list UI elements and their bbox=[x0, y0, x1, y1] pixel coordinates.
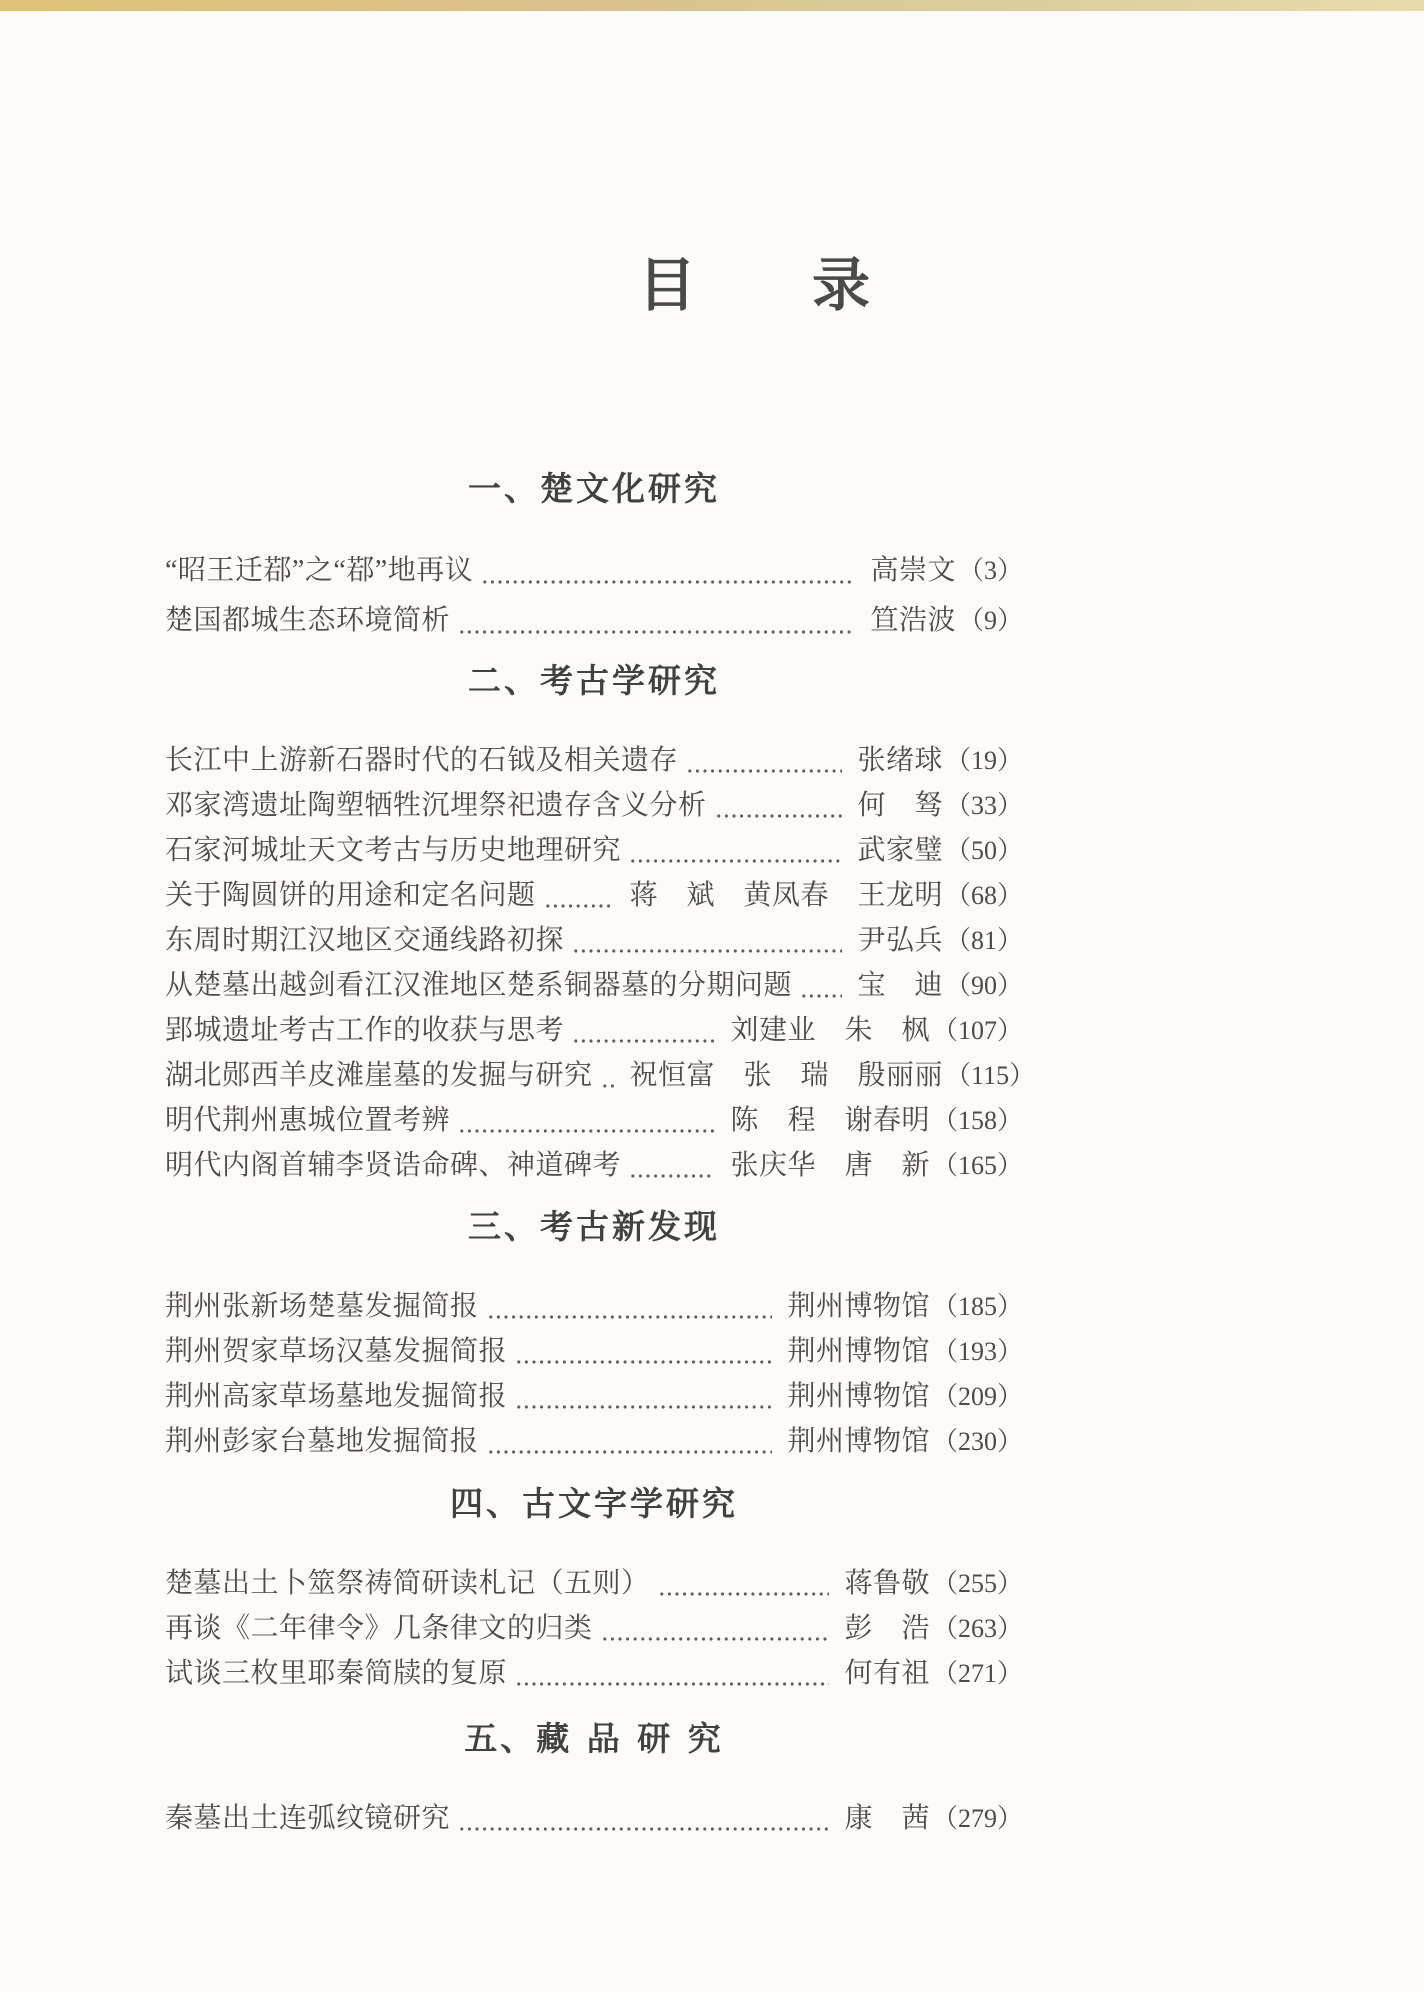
section-collection-studies bbox=[165, 1718, 1023, 1841]
entry-title: 荆州贺家草场汉墓发掘简报 bbox=[165, 1336, 508, 1367]
toc-entry bbox=[165, 918, 1023, 963]
dot-leader bbox=[601, 1606, 830, 1651]
entry-authors: 尹弘兵 bbox=[857, 925, 943, 956]
entry-page: （165） bbox=[931, 1151, 1023, 1180]
dot-leader bbox=[458, 1796, 829, 1841]
entry-title: 关于陶圆饼的用途和定名问题 bbox=[165, 880, 536, 911]
section-heading: 一、楚文化研究 bbox=[468, 469, 720, 508]
dot-leader bbox=[686, 738, 842, 783]
entry-title: 从楚墓出越剑看江汉淮地区楚系铜器墓的分期问题 bbox=[165, 970, 793, 1001]
dot-leader bbox=[481, 546, 855, 596]
toc-entry bbox=[165, 1651, 1023, 1696]
entry-title: 秦墓出土连弧纹镜研究 bbox=[165, 1803, 451, 1834]
entry-authors: 祝恒富 张 瑞 殷丽丽 bbox=[629, 1060, 944, 1091]
entry-page: （193） bbox=[931, 1337, 1023, 1366]
entry-title: “昭王迁鄀”之“鄀”地再议 bbox=[165, 555, 474, 586]
dot-leader bbox=[629, 828, 842, 873]
entry-list bbox=[165, 1561, 1023, 1696]
toc-content bbox=[165, 0, 1036, 1841]
entry-page: （115） bbox=[945, 1061, 1036, 1090]
entry-title: 荆州高家草场墓地发掘简报 bbox=[165, 1381, 508, 1412]
section-chu-culture bbox=[165, 468, 1023, 646]
toc-entry bbox=[165, 963, 1023, 1008]
entry-page: （185） bbox=[931, 1292, 1023, 1321]
entry-authors: 张绪球 bbox=[857, 745, 943, 776]
toc-entry bbox=[165, 738, 1023, 783]
entry-title: 邓家湾遗址陶塑牺牲沉埋祭祀遗存含义分析 bbox=[165, 790, 707, 821]
entry-page: （9） bbox=[957, 606, 1023, 635]
entry-authors: 刘建业 朱 枫 bbox=[730, 1015, 930, 1046]
entry-authors: 陈 程 谢春明 bbox=[730, 1105, 930, 1136]
entry-title: 石家河城址天文考古与历史地理研究 bbox=[165, 835, 622, 866]
entry-title: 明代荆州惠城位置考辨 bbox=[165, 1105, 451, 1136]
entry-title: 楚国都城生态环境简析 bbox=[165, 605, 451, 636]
section-new-discoveries bbox=[165, 1206, 1023, 1464]
entry-authors: 何 驽 bbox=[857, 790, 943, 821]
entry-authors: 康 茜 bbox=[844, 1803, 930, 1834]
entry-page: （263） bbox=[931, 1614, 1023, 1643]
entry-page: （33） bbox=[944, 791, 1023, 820]
entry-authors: 武家璧 bbox=[857, 835, 943, 866]
dot-leader bbox=[544, 873, 615, 918]
entry-list bbox=[165, 1796, 1023, 1841]
entry-title: 郢城遗址考古工作的收获与思考 bbox=[165, 1015, 565, 1046]
entry-authors: 张庆华 唐 新 bbox=[730, 1150, 930, 1181]
section-paleography bbox=[165, 1483, 1023, 1696]
dot-leader bbox=[458, 1098, 715, 1143]
entry-page: （3） bbox=[957, 556, 1023, 585]
toc-entry bbox=[165, 1143, 1023, 1188]
toc-entry bbox=[165, 1606, 1023, 1651]
entry-authors: 笪浩波 bbox=[870, 605, 956, 636]
dot-leader bbox=[572, 1008, 715, 1053]
dot-leader bbox=[601, 1053, 615, 1098]
page-title: 目 录 bbox=[637, 253, 870, 318]
dot-leader bbox=[515, 1374, 772, 1419]
entry-page: （255） bbox=[931, 1569, 1023, 1598]
entry-authors: 宝 迪 bbox=[857, 970, 943, 1001]
dot-leader bbox=[458, 596, 855, 646]
section-heading: 三、考古新发现 bbox=[468, 1207, 720, 1246]
dot-leader bbox=[629, 1143, 715, 1188]
entry-authors: 蒋鲁敬 bbox=[844, 1568, 930, 1599]
toc-entry bbox=[165, 1561, 1023, 1606]
toc-entry bbox=[165, 596, 1023, 646]
entry-page: （50） bbox=[944, 836, 1023, 865]
entry-authors: 荆州博物馆 bbox=[787, 1336, 930, 1367]
entry-title: 明代内阁首辅李贤诰命碑、神道碑考 bbox=[165, 1150, 622, 1181]
entry-authors: 高崇文 bbox=[870, 555, 956, 586]
dot-leader bbox=[572, 918, 842, 963]
section-archaeology bbox=[165, 660, 1036, 1188]
dot-leader bbox=[487, 1284, 773, 1329]
toc-entry bbox=[165, 783, 1023, 828]
dot-leader bbox=[800, 963, 842, 1008]
dot-leader bbox=[515, 1651, 829, 1696]
dot-leader bbox=[658, 1561, 830, 1606]
section-heading: 二、考古学研究 bbox=[468, 661, 720, 700]
entry-page: （158） bbox=[931, 1106, 1023, 1135]
toc-entry bbox=[165, 1284, 1023, 1329]
entry-page: （19） bbox=[944, 746, 1023, 775]
entry-title: 荆州彭家台墓地发掘简报 bbox=[165, 1426, 479, 1457]
dot-leader bbox=[487, 1419, 773, 1464]
entry-authors: 何有祖 bbox=[844, 1658, 930, 1689]
toc-entry bbox=[165, 1053, 1036, 1098]
entry-title: 楚墓出土卜筮祭祷简研读札记（五则） bbox=[165, 1568, 650, 1599]
entry-page: （271） bbox=[931, 1659, 1023, 1688]
toc-entry bbox=[165, 1329, 1023, 1374]
section-heading: 五、藏 品 研 究 bbox=[464, 1719, 724, 1758]
entry-authors: 荆州博物馆 bbox=[787, 1426, 930, 1457]
entry-page: （230） bbox=[931, 1427, 1023, 1456]
entry-title: 长江中上游新石器时代的石钺及相关遗存 bbox=[165, 745, 679, 776]
toc-entry bbox=[165, 1419, 1023, 1464]
entry-title: 东周时期江汉地区交通线路初探 bbox=[165, 925, 565, 956]
entry-page: （209） bbox=[931, 1382, 1023, 1411]
toc-entry bbox=[165, 1374, 1023, 1419]
entry-authors: 彭 浩 bbox=[844, 1613, 930, 1644]
entry-authors: 蒋 斌 黄凤春 王龙明 bbox=[629, 880, 943, 911]
entry-authors: 荆州博物馆 bbox=[787, 1291, 930, 1322]
dot-leader bbox=[715, 783, 843, 828]
toc-entry bbox=[165, 1008, 1023, 1053]
entry-page: （279） bbox=[931, 1804, 1023, 1833]
toc-entry bbox=[165, 1796, 1023, 1841]
entry-list bbox=[165, 546, 1023, 646]
entry-title: 荆州张新场楚墓发掘简报 bbox=[165, 1291, 479, 1322]
section-heading: 四、古文字学研究 bbox=[450, 1484, 738, 1523]
dot-leader bbox=[515, 1329, 772, 1374]
entry-authors: 荆州博物馆 bbox=[787, 1381, 930, 1412]
entry-title: 湖北郧西羊皮滩崖墓的发掘与研究 bbox=[165, 1060, 593, 1091]
entry-title: 再谈《二年律令》几条律文的归类 bbox=[165, 1613, 593, 1644]
toc-entry bbox=[165, 1098, 1023, 1143]
entry-page: （68） bbox=[944, 881, 1023, 910]
entry-page: （90） bbox=[944, 971, 1023, 1000]
entry-list bbox=[165, 738, 1036, 1188]
toc-entry bbox=[165, 546, 1023, 596]
entry-page: （81） bbox=[944, 926, 1023, 955]
entry-title: 试谈三枚里耶秦简牍的复原 bbox=[165, 1658, 508, 1689]
entry-page: （107） bbox=[931, 1016, 1023, 1045]
entry-list bbox=[165, 1284, 1023, 1464]
toc-entry bbox=[165, 873, 1023, 918]
toc-entry bbox=[165, 828, 1023, 873]
